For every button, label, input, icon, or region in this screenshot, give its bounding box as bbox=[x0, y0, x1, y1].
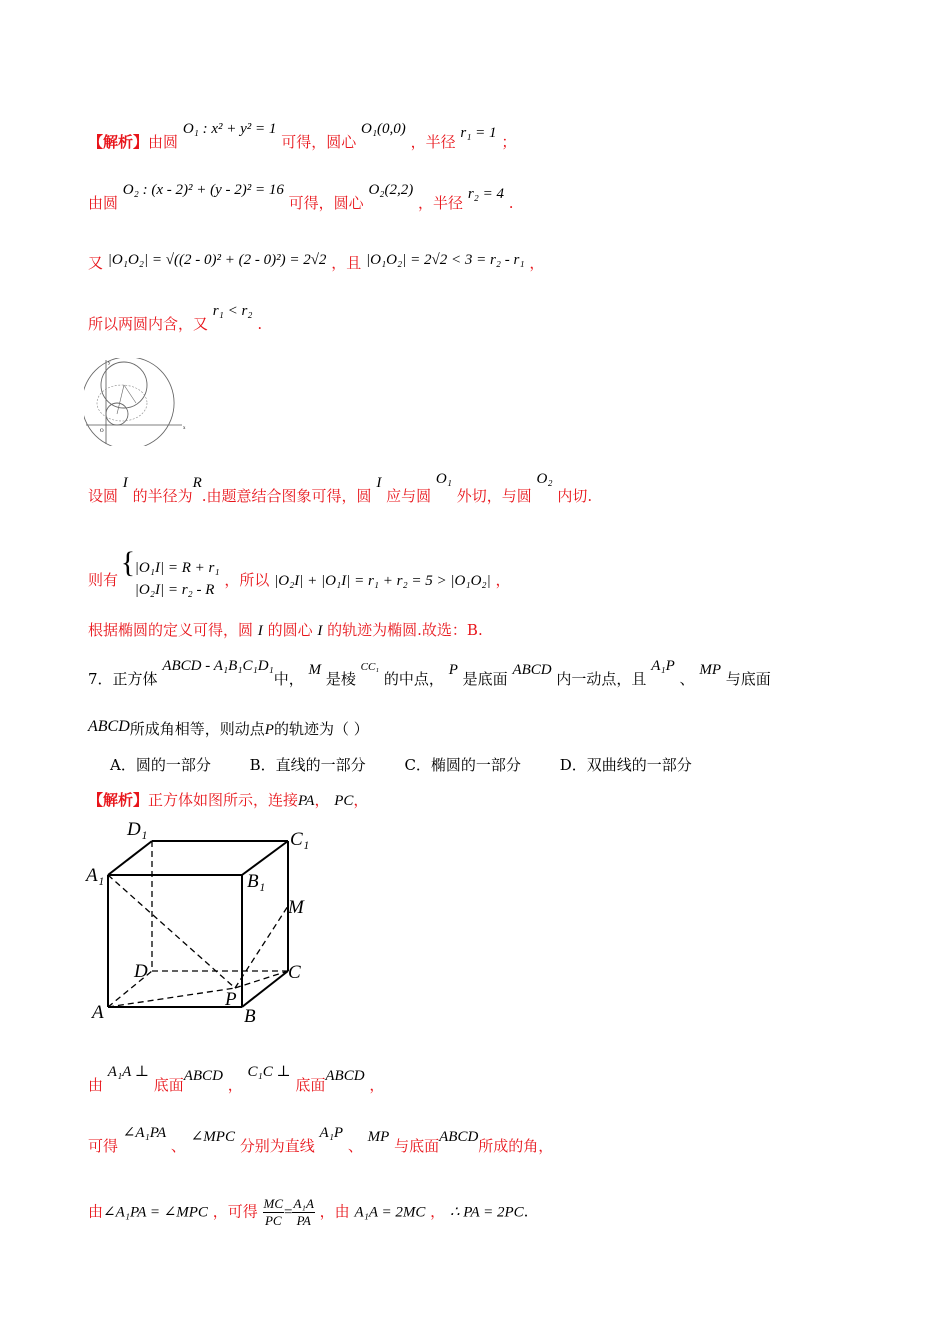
var-m: M bbox=[308, 662, 322, 678]
question-7-line-1 bbox=[88, 658, 771, 689]
text: 的轨迹为椭圆.故选：B. bbox=[327, 621, 483, 639]
analysis-tag: 【解析】 bbox=[88, 791, 149, 809]
text: ， bbox=[369, 1076, 385, 1094]
text: 又 bbox=[88, 254, 104, 272]
line-mp: MP bbox=[699, 662, 721, 678]
angle-equality: ∠A₁PA = ∠MPC bbox=[103, 1204, 208, 1221]
label-b: B bbox=[244, 1006, 256, 1027]
frac-num: A₁A bbox=[293, 1196, 314, 1211]
label-c1: C₁ bbox=[290, 829, 310, 850]
text: ， bbox=[353, 791, 369, 809]
text: 由圆 bbox=[148, 133, 179, 151]
text: ，由 bbox=[319, 1202, 350, 1221]
text: . bbox=[257, 315, 263, 333]
text: ； bbox=[501, 133, 517, 151]
text: ， bbox=[430, 1202, 446, 1221]
analysis-line-6 bbox=[88, 546, 511, 603]
locus-ellipse bbox=[97, 385, 147, 421]
center-o2: O₂(2,2) bbox=[368, 182, 414, 198]
label-d1: D₁ bbox=[127, 819, 148, 840]
text: 底面 bbox=[295, 1076, 326, 1094]
var-i: I bbox=[257, 623, 263, 639]
radius-line-2 bbox=[124, 385, 136, 403]
line-a1p: A₁P bbox=[651, 658, 675, 674]
base-abcd: ABCD bbox=[88, 718, 130, 735]
text: 内一动点，且 bbox=[556, 670, 647, 688]
text: 由圆 bbox=[88, 194, 119, 212]
cube-name: ABCD - A₁B₁C₁D₁ bbox=[162, 658, 274, 674]
var-i: I bbox=[122, 475, 128, 491]
edge-c1b1 bbox=[242, 841, 288, 875]
radius-r1: r₁ = 1 bbox=[460, 125, 497, 141]
text: 的轨迹为（ ） bbox=[273, 720, 369, 738]
edge-cc1: CC₁ bbox=[360, 661, 380, 673]
text: 、 bbox=[679, 670, 695, 688]
frac-den: PA bbox=[296, 1213, 311, 1228]
edge-bc bbox=[242, 971, 288, 1007]
cube-solid-edges bbox=[108, 841, 288, 1007]
text: ， bbox=[314, 791, 330, 809]
conclusion: ∴ PA = 2PC bbox=[449, 1204, 524, 1221]
label-c: C bbox=[288, 962, 301, 983]
radius-r2: r₂ = 4 bbox=[467, 186, 505, 202]
text: 由 bbox=[88, 1076, 104, 1094]
label-a: A bbox=[92, 1002, 104, 1023]
label-a1: A₁ bbox=[86, 865, 105, 886]
question-7-line-2 bbox=[88, 718, 369, 739]
text: 设圆 bbox=[88, 487, 119, 505]
analysis-line-1 bbox=[88, 121, 517, 152]
var-o2: O₂ bbox=[536, 471, 553, 487]
text: 、 bbox=[347, 1137, 363, 1155]
text: ， bbox=[495, 571, 511, 589]
text: 可得，圆心 bbox=[288, 194, 364, 212]
var-p: P bbox=[264, 722, 274, 738]
var-o1: O₁ bbox=[435, 471, 452, 487]
text: 外切，与圆 bbox=[456, 487, 532, 505]
y-label: y bbox=[108, 361, 111, 366]
analysis-line-9 bbox=[88, 1064, 385, 1095]
circles-figure bbox=[84, 358, 188, 446]
edge-a1d1 bbox=[108, 841, 152, 875]
equation-system bbox=[120, 546, 220, 601]
label-b1: B₁ bbox=[247, 871, 266, 892]
brace: { bbox=[120, 546, 136, 579]
label-m: M bbox=[288, 897, 304, 918]
text: 的中点， bbox=[383, 670, 444, 688]
text: 正方体如图所示，连接 bbox=[148, 791, 299, 809]
text: ， bbox=[227, 1076, 243, 1094]
label-p: P bbox=[225, 989, 237, 1010]
text: 应与圆 bbox=[386, 487, 432, 505]
fraction-mc-pc bbox=[263, 1196, 285, 1229]
text: 所成的角， bbox=[478, 1137, 554, 1155]
text: 内切. bbox=[557, 487, 593, 505]
frac-num: MC bbox=[263, 1196, 284, 1211]
analysis-line-10 bbox=[88, 1125, 554, 1156]
text: 与底面 bbox=[394, 1137, 440, 1155]
text: ， bbox=[529, 254, 545, 272]
text: .由题意结合图象可得，圆 bbox=[201, 487, 372, 505]
equation-circle-o2: O₂ : (x - 2)² + (y - 2)² = 16 bbox=[122, 182, 284, 198]
text: 是底面 bbox=[462, 670, 508, 688]
text: 由 bbox=[88, 1202, 104, 1221]
option-a[interactable]: A．圆的一部分 bbox=[110, 756, 211, 774]
text: 根据椭圆的定义可得，圆 bbox=[88, 621, 254, 639]
text: 的半径为 bbox=[132, 487, 193, 505]
analysis-line-5 bbox=[88, 471, 593, 506]
cube-hidden-edges bbox=[108, 841, 288, 1007]
seg-a1p bbox=[108, 875, 235, 988]
angle-mpc: ∠MPC bbox=[190, 1129, 235, 1145]
analysis-line-11 bbox=[88, 1196, 528, 1229]
option-b[interactable]: B．直线的一部分 bbox=[249, 756, 366, 774]
option-c[interactable]: C．椭圆的一部分 bbox=[404, 756, 521, 774]
text: 所以两圆内含，又 bbox=[88, 315, 209, 333]
base-abcd: ABCD bbox=[183, 1068, 223, 1084]
angle-a1pa: ∠A₁PA bbox=[122, 1125, 167, 1141]
origin-label: O bbox=[100, 429, 104, 434]
radius-line bbox=[117, 385, 124, 414]
system-eq-2: |O₂I| = r₂ - R bbox=[134, 582, 215, 598]
text: . bbox=[523, 1202, 529, 1221]
inequality: |O₁O₂| = 2√2 < 3 = r₂ - r₁ bbox=[366, 252, 525, 268]
text: 可得，圆心 bbox=[281, 133, 357, 151]
text: 与底面 bbox=[725, 670, 771, 688]
seg-pa: PA bbox=[298, 793, 315, 809]
text: 的圆心 bbox=[267, 621, 313, 639]
text: 可得 bbox=[88, 1137, 119, 1155]
text: 底面 bbox=[153, 1076, 184, 1094]
analysis-line-7 bbox=[88, 619, 483, 640]
center-o1: O₁(0,0) bbox=[361, 121, 406, 137]
frac-den: PC bbox=[264, 1213, 282, 1228]
cube-figure bbox=[80, 815, 320, 1030]
text: ，可得 bbox=[212, 1202, 258, 1221]
relation-a1a-mc: A₁A = 2MC bbox=[354, 1204, 426, 1221]
analysis-tag: 【解析】 bbox=[88, 133, 149, 151]
sum-inequality: |O₂I| + |O₁I| = r₁ + r₂ = 5 > |O₁O₂| bbox=[274, 573, 491, 589]
text: 中， bbox=[273, 670, 304, 688]
fraction-a1a-pa bbox=[292, 1196, 314, 1229]
base-abcd: ABCD bbox=[325, 1068, 365, 1084]
text: . bbox=[508, 194, 514, 212]
base-abcd: ABCD bbox=[512, 662, 552, 678]
text: ，半径 bbox=[418, 194, 464, 212]
base-abcd: ABCD bbox=[439, 1129, 479, 1145]
analysis-line-4 bbox=[88, 303, 263, 334]
text: 则有 bbox=[88, 571, 119, 589]
text: ，且 bbox=[331, 254, 362, 272]
a1a-perp: A₁A ⊥ bbox=[107, 1064, 149, 1080]
equals: = bbox=[284, 1204, 293, 1221]
option-d[interactable]: D．双曲线的一部分 bbox=[559, 756, 692, 774]
line-a1p: A₁P bbox=[319, 1125, 344, 1141]
analysis-line-8 bbox=[88, 789, 368, 810]
var-i-2: I bbox=[317, 623, 323, 639]
x-label: x bbox=[183, 426, 186, 431]
label-d: D bbox=[134, 961, 148, 982]
text: 是棱 bbox=[325, 670, 356, 688]
var-p: P bbox=[448, 662, 458, 678]
text: 、 bbox=[170, 1137, 186, 1155]
text: 分别为直线 bbox=[239, 1137, 315, 1155]
analysis-line-2 bbox=[88, 182, 514, 213]
var-i-2: I bbox=[376, 475, 382, 491]
text: 所成角相等，则动点 bbox=[129, 720, 265, 738]
line-mp: MP bbox=[367, 1129, 390, 1145]
seg-pc: PC bbox=[334, 793, 354, 809]
text: ，所以 bbox=[224, 571, 270, 589]
answer-options bbox=[110, 754, 726, 775]
circle-o2 bbox=[84, 358, 174, 446]
equation-circle-o1: O₁ : x² + y² = 1 bbox=[182, 121, 277, 137]
system-eq-1: |O₁I| = R + r₁ bbox=[134, 560, 220, 576]
analysis-line-3 bbox=[88, 252, 544, 273]
distance-formula: |O₁O₂| = √((2 - 0)² + (2 - 0)²) = 2√2 bbox=[107, 252, 327, 268]
question-number: 7．正方体 bbox=[88, 670, 158, 688]
c1c-perp: C₁C ⊥ bbox=[247, 1064, 291, 1080]
var-r: R bbox=[192, 475, 202, 491]
text: ，半径 bbox=[410, 133, 456, 151]
r1-less-r2: r₁ < r₂ bbox=[212, 303, 253, 319]
